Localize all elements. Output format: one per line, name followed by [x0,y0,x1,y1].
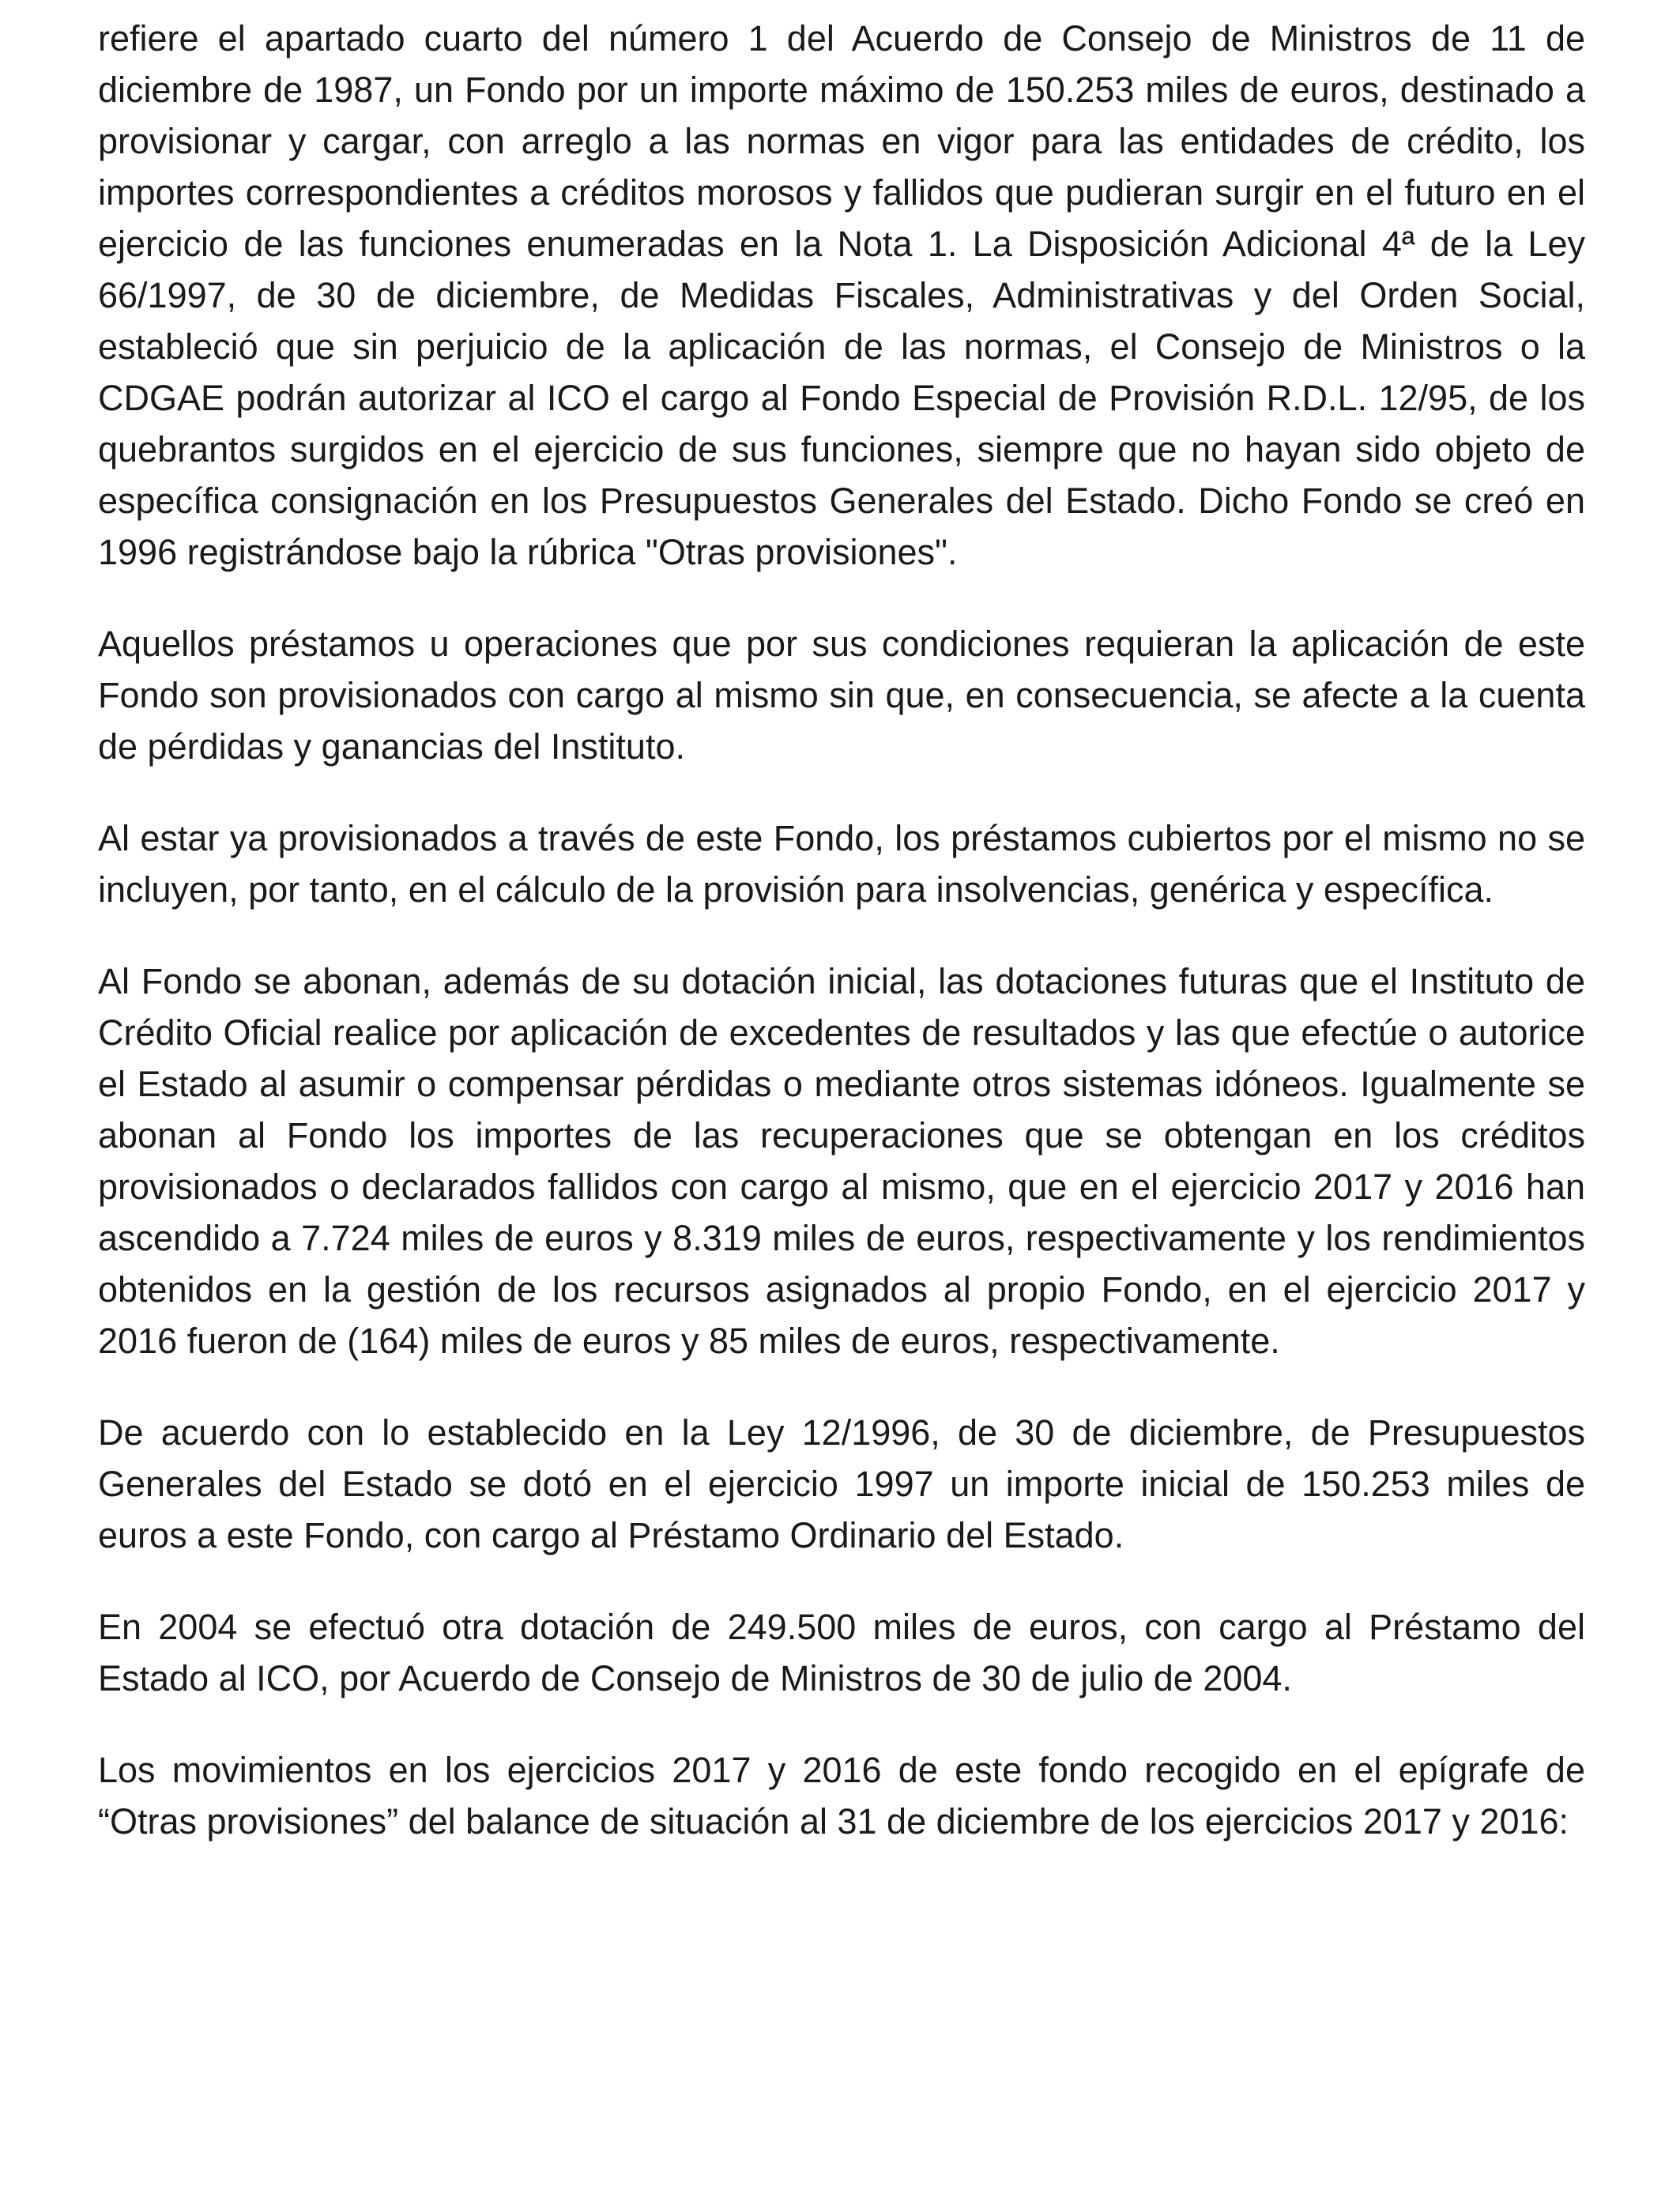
paragraph-prestamos-aplicacion: Aquellos préstamos u operaciones que por sus condiciones requieran la aplicación de este Fondo son provisionados con cargo al mismo sin que, en consecuencia, se afecte a la cuenta de pérdidas y ganancias del Instituto. [98,624,1585,767]
document-body [98,13,1585,1887]
paragraph-dotacion-2004: En 2004 se efectuó otra dotación de 249.500 miles de euros, con cargo al Préstamo del Estado al ICO, por Acuerdo de Consejo de Ministros de 30 de julio de 2004. [98,1607,1585,1698]
paragraph-ley-12-1996: De acuerdo con lo establecido en la Ley 12/1996, de 30 de diciembre, de Presupuestos Generales del Estado se dotó en el ejercicio 1997 un importe inicial de 150.253 miles de euros a este Fondo, con cargo al Préstamo Ordinario del Estado. [98,1412,1585,1555]
paragraph-fondo-provision: refiere el apartado cuarto del número 1 del Acuerdo de Consejo de Ministros de 11 de diciembre de 1987, un Fondo por un importe máximo de 150.253 miles de euros, destinado a provisionar y cargar, con arreglo a las normas en vigor para las entidades de crédito, los importes correspondientes a créditos morosos y fallidos que pudieran surgir en el futuro en el ejercicio de las funciones enumeradas en la Nota 1. La Disposición Adicional 4ª de la Ley 66/1997, de 30 de diciembre, de Medidas Fiscales, Administrativas y del Orden Social, estableció que sin perjuicio de la aplicación de las normas, el Consejo de Ministros o la CDGAE podrán autorizar al ICO el cargo al Fondo Especial de Provisión R.D.L. 12/95, de los quebrantos surgidos en el ejercicio de sus funciones, siempre que no hayan sido objeto de específica consignación en los Presupuestos Generales del Estado. Dicho Fondo se creó en 1996 registrándose bajo la rúbrica "Otras provisiones". [98,18,1585,572]
paragraph-movimientos: Los movimientos en los ejercicios 2017 y 2016 de este fondo recogido en el epígrafe de “Otras provisiones” del balance de situación al 31 de diciembre de los ejercicios 2017 y 2016: [98,1750,1585,1842]
paragraph-abonos-fondo: Al Fondo se abonan, además de su dotación inicial, las dotaciones futuras que el Instituto de Crédito Oficial realice por aplicación de excedentes de resultados y las que efectúe o autorice el Estado al asumir o compensar pérdidas o mediante otros sistemas idóneos. Igualmente se abonan al Fondo los importes de las recuperaciones que se obtengan en los créditos provisionados o declarados fallidos con cargo al mismo, que en el ejercicio 2017 y 2016 han ascendido a 7.724 miles de euros y 8.319 miles de euros, respectivamente y los rendimientos obtenidos en la gestión de los recursos asignados al propio Fondo, en el ejercicio 2017 y 2016 fueron de (164) miles de euros y 85 miles de euros, respectivamente. [98,961,1585,1361]
paragraph-provisionados: Al estar ya provisionados a través de este Fondo, los préstamos cubiertos por el mismo no se incluyen, por tanto, en el cálculo de la provisión para insolvencias, genérica y específica. [98,818,1585,910]
